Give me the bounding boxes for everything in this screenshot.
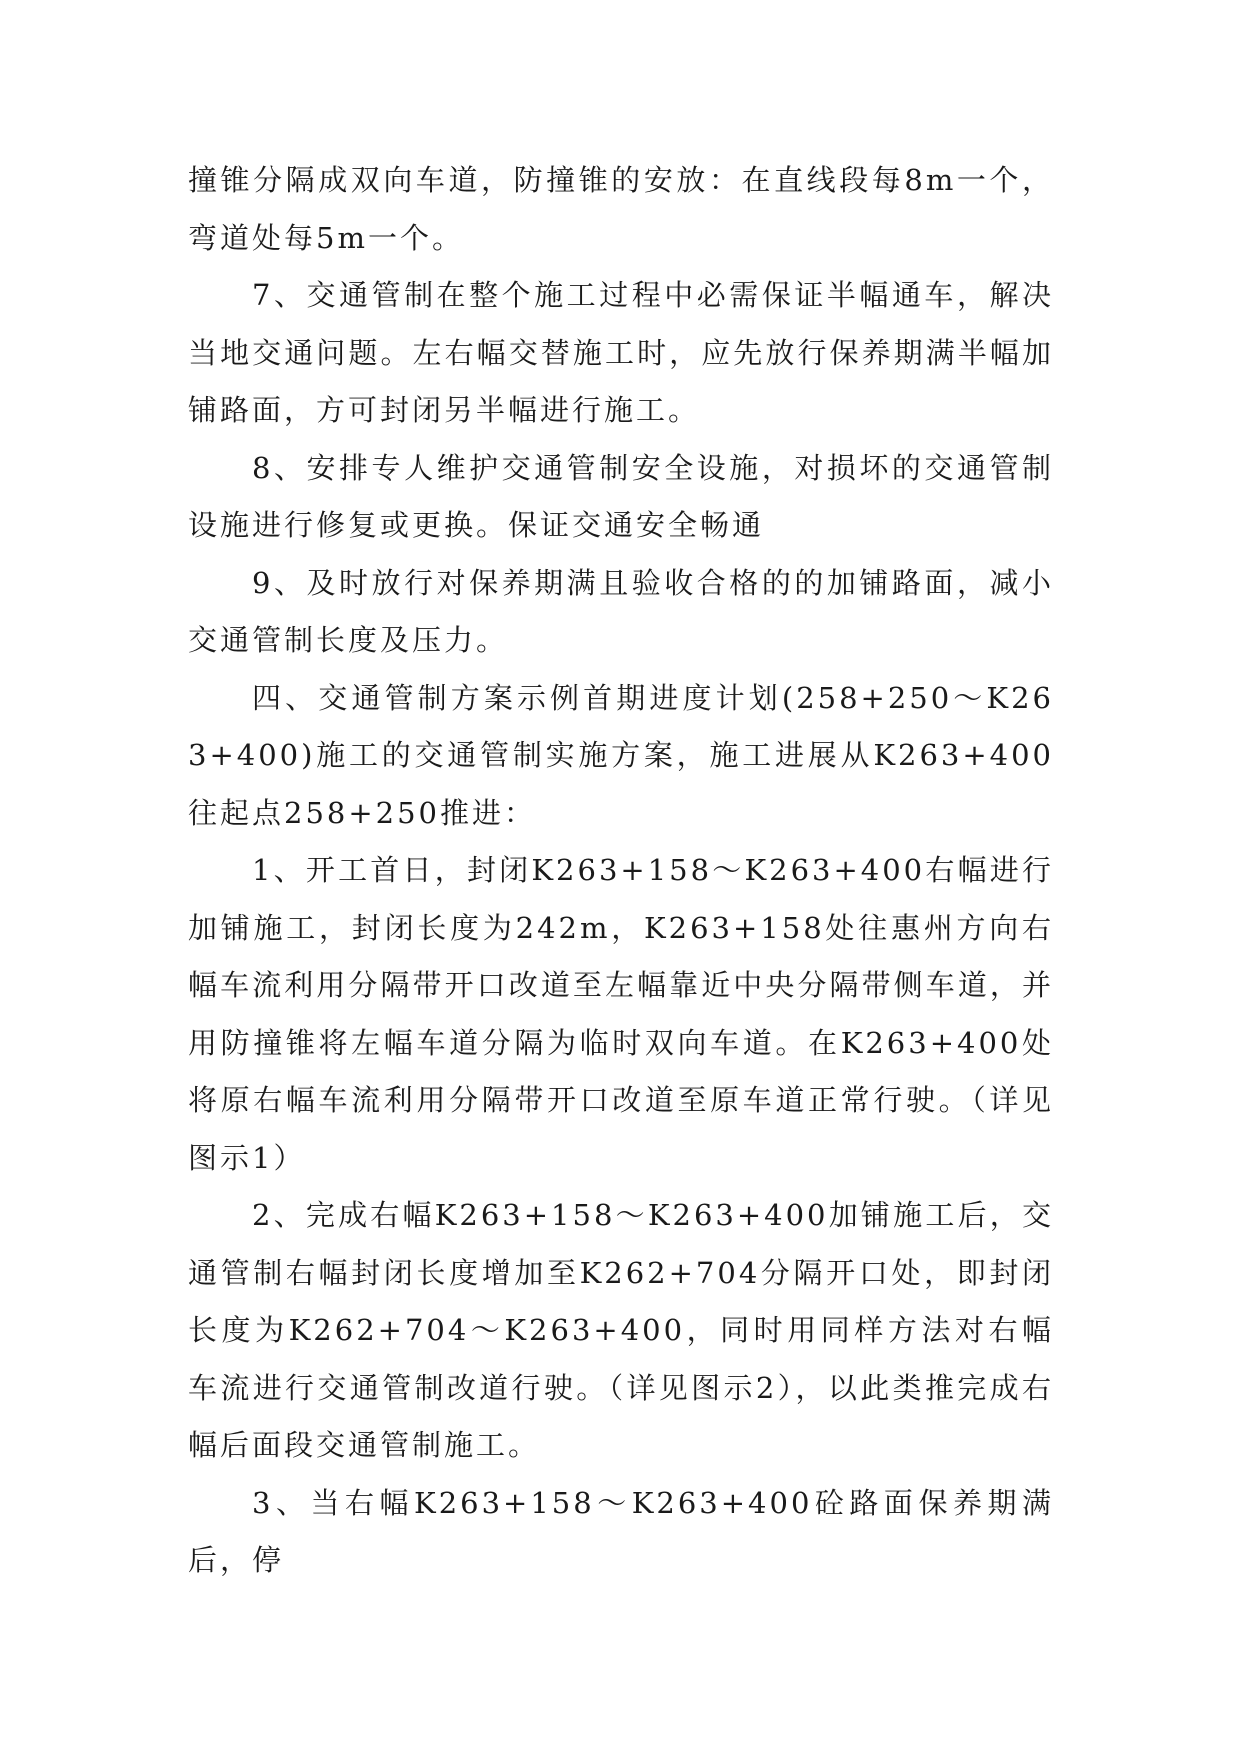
- paragraph-2: 7、交通管制在整个施工过程中必需保证半幅通车，解决当地交通问题。左右幅交替施工时，应先放行保养期满半幅加铺路面，方可封闭另半幅进行施工。: [188, 278, 1054, 427]
- paragraph-6: 1、开工首日，封闭K263+158～K263+400右幅进行加铺施工，封闭长度为242m，K263+158处往惠州方向右幅车流利用分隔带开口改道至左幅靠近中央分隔带侧车道，并用防撞锥将左幅车道分隔为临时双向车道。在K263+400处将原右幅车流利用分隔带开口改道至原车道正常行驶。（详见图示1）: [188, 853, 1054, 1175]
- paragraph-7: 2、完成右幅K263+158～K263+400加铺施工后，交通管制右幅封闭长度增加至K262+704分隔开口处，即封闭长度为K262+704～K263+400，同时用同样方法对右幅车流进行交通管制改道行驶。（详见图示2），以此类推完成右幅后面段交通管制施工。: [188, 1198, 1054, 1462]
- paragraph-1: 撞锥分隔成双向车道，防撞锥的安放：在直线段每8m一个，弯道处每5m一个。: [188, 163, 1054, 255]
- paragraph-5: 四、交通管制方案示例首期进度计划(258+250～K263+400)施工的交通管制实施方案，施工进展从K263+400往起点258+250推进：: [188, 680, 1054, 830]
- document-body: [188, 152, 1054, 1590]
- paragraph-3: 8、安排专人维护交通管制安全设施，对损坏的交通管制设施进行修复或更换。保证交通安全畅通: [188, 450, 1054, 542]
- paragraph-8: 3、当右幅K263+158～K263+400砼路面保养期满后，停: [188, 1485, 1054, 1577]
- paragraph-4: 9、及时放行对保养期满且验收合格的的加铺路面，减小交通管制长度及压力。: [188, 565, 1054, 657]
